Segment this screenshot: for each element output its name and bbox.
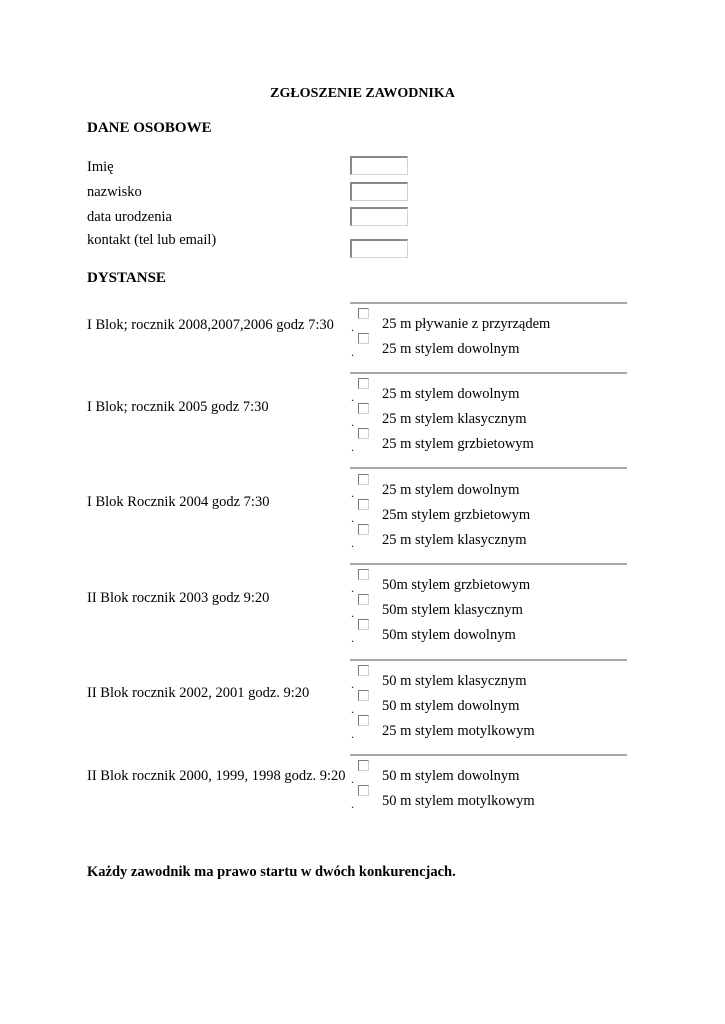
distance-option-label: 25 m pływanie z przyrządem: [382, 316, 551, 332]
block-divider: [350, 563, 627, 565]
block-divider: [350, 302, 627, 304]
block-label: II Blok rocznik 2002, 2001 godz. 9:20: [87, 685, 310, 701]
distances-heading: DYSTANSE: [87, 270, 166, 286]
option-marker: .: [351, 772, 354, 786]
option-marker: .: [351, 677, 354, 691]
distance-checkbox[interactable]: [358, 569, 369, 580]
birth-date-input[interactable]: [350, 207, 408, 226]
option-marker: .: [351, 345, 354, 359]
option-marker: .: [351, 727, 354, 741]
footer-note: Każdy zawodnik ma prawo startu w dwóch konkurencjach.: [87, 864, 456, 880]
option-marker: .: [351, 415, 354, 429]
distance-option-label: 25 m stylem klasycznym: [382, 411, 527, 427]
distance-checkbox[interactable]: [358, 524, 369, 535]
option-marker: .: [351, 440, 354, 454]
block-divider: [350, 467, 627, 469]
distance-checkbox[interactable]: [358, 665, 369, 676]
distance-option-label: 50m stylem klasycznym: [382, 602, 523, 618]
option-marker: .: [351, 511, 354, 525]
distance-checkbox[interactable]: [358, 594, 369, 605]
block-label: II Blok rocznik 2000, 1999, 1998 godz. 9:20: [87, 768, 346, 784]
distance-option-label: 25 m stylem dowolnym: [382, 386, 520, 402]
distance-checkbox[interactable]: [358, 378, 369, 389]
distance-checkbox[interactable]: [358, 333, 369, 344]
option-marker: .: [351, 702, 354, 716]
distance-option-label: 25 m stylem dowolnym: [382, 482, 520, 498]
block-label: II Blok rocznik 2003 godz 9:20: [87, 590, 270, 606]
distance-option-label: 25 m stylem grzbietowym: [382, 436, 534, 452]
last-name-label: nazwisko: [87, 184, 142, 200]
option-marker: .: [351, 390, 354, 404]
first-name-input[interactable]: [350, 156, 408, 175]
distance-checkbox[interactable]: [358, 760, 369, 771]
contact-input[interactable]: [350, 239, 408, 258]
distance-option-label: 50 m stylem dowolnym: [382, 698, 520, 714]
distance-option-label: 25 m stylem klasycznym: [382, 532, 527, 548]
distance-option-label: 50 m stylem motylkowym: [382, 793, 535, 809]
option-marker: .: [351, 536, 354, 550]
first-name-label: Imię: [87, 159, 114, 175]
form-title: ZGŁOSZENIE ZAWODNIKA: [270, 86, 455, 101]
birth-date-label: data urodzenia: [87, 209, 172, 225]
option-marker: .: [351, 486, 354, 500]
distance-checkbox[interactable]: [358, 715, 369, 726]
distance-option-label: 25 m stylem dowolnym: [382, 341, 520, 357]
block-divider: [350, 372, 627, 374]
distance-option-label: 25 m stylem motylkowym: [382, 723, 535, 739]
distance-option-label: 50m stylem grzbietowym: [382, 577, 531, 593]
option-marker: .: [351, 581, 354, 595]
distance-checkbox[interactable]: [358, 690, 369, 701]
distance-checkbox[interactable]: [358, 308, 369, 319]
distance-option-label: 25m stylem grzbietowym: [382, 507, 531, 523]
distance-checkbox[interactable]: [358, 428, 369, 439]
distance-checkbox[interactable]: [358, 499, 369, 510]
last-name-input[interactable]: [350, 182, 408, 201]
contact-label: kontakt (tel lub email): [87, 232, 217, 248]
distance-checkbox[interactable]: [358, 785, 369, 796]
option-marker: .: [351, 320, 354, 334]
block-label: I Blok; rocznik 2005 godz 7:30: [87, 399, 269, 415]
distance-checkbox[interactable]: [358, 619, 369, 630]
block-divider: [350, 754, 627, 756]
option-marker: .: [351, 606, 354, 620]
block-label: I Blok Rocznik 2004 godz 7:30: [87, 494, 270, 510]
personal-data-heading: DANE OSOBOWE: [87, 120, 212, 136]
distance-checkbox[interactable]: [358, 403, 369, 414]
block-divider: [350, 659, 627, 661]
distance-option-label: 50 m stylem dowolnym: [382, 768, 520, 784]
distance-option-label: 50 m stylem klasycznym: [382, 673, 527, 689]
distance-option-label: 50m stylem dowolnym: [382, 627, 516, 643]
option-marker: .: [351, 797, 354, 811]
option-marker: .: [351, 631, 354, 645]
block-label: I Blok; rocznik 2008,2007,2006 godz 7:30: [87, 317, 334, 333]
distance-checkbox[interactable]: [358, 474, 369, 485]
